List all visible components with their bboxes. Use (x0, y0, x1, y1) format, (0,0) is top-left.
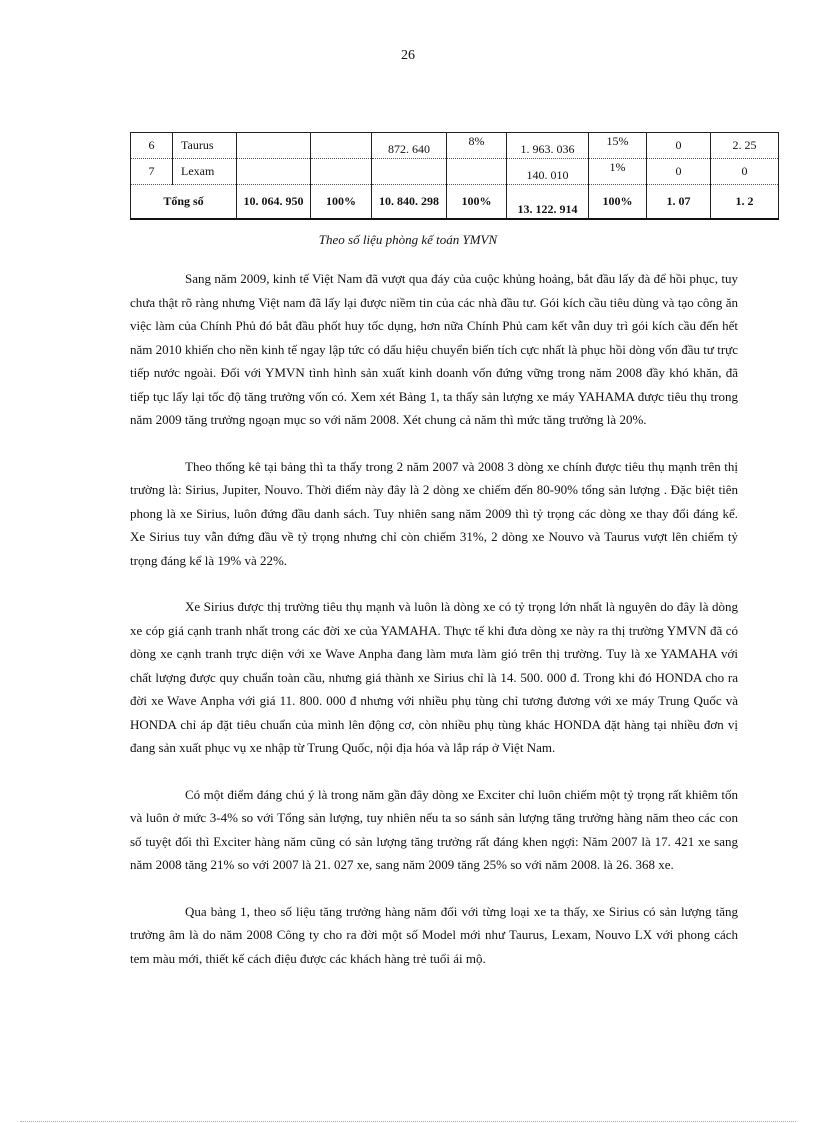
table-cell-stt: 7 (131, 159, 173, 185)
table-total-label: Tổng số (131, 185, 237, 220)
table-cell (447, 159, 507, 185)
table-source-note: Theo số liệu phòng kế toán YMVN (318, 232, 498, 247)
body-text (130, 267, 738, 970)
sales-table (130, 132, 778, 220)
page-number: 26 (401, 48, 415, 63)
table-cell: 2. 25 (711, 133, 779, 159)
table-cell: 0 (711, 159, 779, 185)
table-cell-stt: 6 (131, 133, 173, 159)
table-cell: 140. 010 (507, 159, 589, 185)
table-row (131, 159, 779, 185)
table-row (131, 133, 779, 159)
table-cell-model: Lexam (173, 159, 237, 185)
table-cell: 8% (447, 133, 507, 159)
sales-table-grid (130, 132, 779, 220)
table-cell: 100% (311, 185, 372, 220)
table-cell: 0 (647, 133, 711, 159)
table-cell: 1. 963. 036 (507, 133, 589, 159)
table-cell (311, 133, 372, 159)
paragraph: Theo thống kê tại bảng thì ta thấy trong 2 năm 2007 và 2008 3 dòng xe chính được tiêu thụ mạnh trên thị trường là: Sirius, Jupiter, Nouvo. Thời điểm này đây là 2 dòng xe chiếm đến 80-90% tổng sản lượng . Đặc biệt tiên phong là xe Sirius, luôn đứng đầu danh sách. Tuy nhiên sang năm 2009 thì tỷ trọng các dòng xe thay đổi đáng kể. Xe Sirius tuy vẫn đứng đầu về tỷ trọng nhưng chỉ còn chiếm 31%, 2 dòng xe Nouvo và Taurus vượt lên chiếm tỷ trọng đáng kể là 19% và 22%. (130, 458, 738, 568)
table-cell-model: Taurus (173, 133, 237, 159)
table-cell (237, 159, 311, 185)
table-cell: 1% (589, 159, 647, 185)
table-cell: 13. 122. 914 (507, 185, 589, 220)
table-cell: 10. 840. 298 (372, 185, 447, 220)
table-cell (237, 133, 311, 159)
table-cell (372, 159, 447, 185)
paragraph: Có một điểm đáng chú ý là trong năm gần đây dòng xe Exciter chỉ luôn chiếm một tỷ trọng rất khiêm tốn và luôn ở mức 3-4% so với Tổng sản lượng, tuy nhiên nếu ta so sánh sản lượng tăng trưởng hàng năm theo các con số tuyệt đối thì Exciter hàng năm cũng có sản lượng tăng trưởng rất đáng khen ngợi: Năm 2007 là 17. 421 xe sang năm 2008 tăng 21% so với 2007 là 21. 027 xe, sang năm 2009 tăng 25% so với năm 2008. là 26. 368 xe. (130, 786, 738, 872)
table-cell: 872. 640 (372, 133, 447, 159)
table-cell: 100% (447, 185, 507, 220)
page-bottom-divider (20, 1121, 796, 1122)
table-total-row (131, 185, 779, 220)
paragraph: Qua bảng 1, theo số liệu tăng trưởng hàng năm đối với từng loại xe ta thấy, xe Sirius có sản lượng tăng trưởng âm là do năm 2008 Công ty cho ra đời một số Model mới như Taurus, Lexam, Nouvo LX với phong cách tem màu mới, thiết kế cách điệu được các khách hàng trẻ tuổi ái mộ. (130, 903, 738, 966)
table-cell: 1. 2 (711, 185, 779, 220)
paragraph: Xe Sirius được thị trường tiêu thụ mạnh và luôn là dòng xe có tỷ trọng lớn nhất là nguyên do đây là dòng xe cóp giá cạnh tranh nhất trong các đời xe của YAMAHA. Thực tế khi đưa dòng xe này ra thị trường YMVN đã có dòng xe cạnh tranh trực diện với xe Wave Anpha đang làm mưa làm gió trên thị trường. Tuy là xe YAMAHA với chất lượng được quy chuẩn toàn cầu, nhưng giá thành xe Sirius chỉ là 14. 500. 000 đ. Trong khi đó HONDA cho ra đời xe Wave Anpha với giá 11. 800. 000 đ nhưng với nhiều phụ tùng chỉ tương đương với xe máy Trung Quốc và HONDA chỉ áp đặt tiêu chuẩn của mình lên động cơ, còn nhiều phụ tùng khác HONDA đặt hàng tại nhiều đơn vị đang sản xuất phục vụ xe nhập từ Trung Quốc, nội địa hóa và lắp ráp ở Việt Nam. (130, 599, 738, 755)
table-cell: 1. 07 (647, 185, 711, 220)
table-cell: 15% (589, 133, 647, 159)
table-cell: 100% (589, 185, 647, 220)
paragraph: Sang năm 2009, kinh tế Việt Nam đã vượt qua đáy của cuộc khủng hoảng, bắt đầu lấy đà để hồi phục, tuy chưa thật rõ ràng nhưng Việt nam đã lấy lại được niềm tin của các nhà đầu tư. Gói kích cầu tiêu dùng và tạo công ăn việc làm của Chính Phủ đó bắt đầu phốt huy tốc dụng, hơn nữa Chính Phủ cam kết vẫn duy trì gói kích cầu đến hết năm 2010 khiến cho nền kinh tế ngay lập tức có dấu hiệu chuyển biến tích cực nhất là phục hồi dòng vốn đầu tư trực tiếp nước ngoài. Đối với YMVN tình hình sản xuất kinh doanh vốn đứng vững trong năm 2008 đầy khó khăn, đã tiếp tục lấy lại tốc độ tăng trưởng vốn có. Xem xét Bảng 1, ta thấy sản lượng xe máy YAHAMA được tiêu thụ trong năm 2009 tăng trưởng ngoạn mục so với năm 2008. Xét chung cả năm thì mức tăng trưởng là 20%. (130, 271, 738, 427)
table-cell (311, 159, 372, 185)
table-cell: 10. 064. 950 (237, 185, 311, 220)
table-cell: 0 (647, 159, 711, 185)
